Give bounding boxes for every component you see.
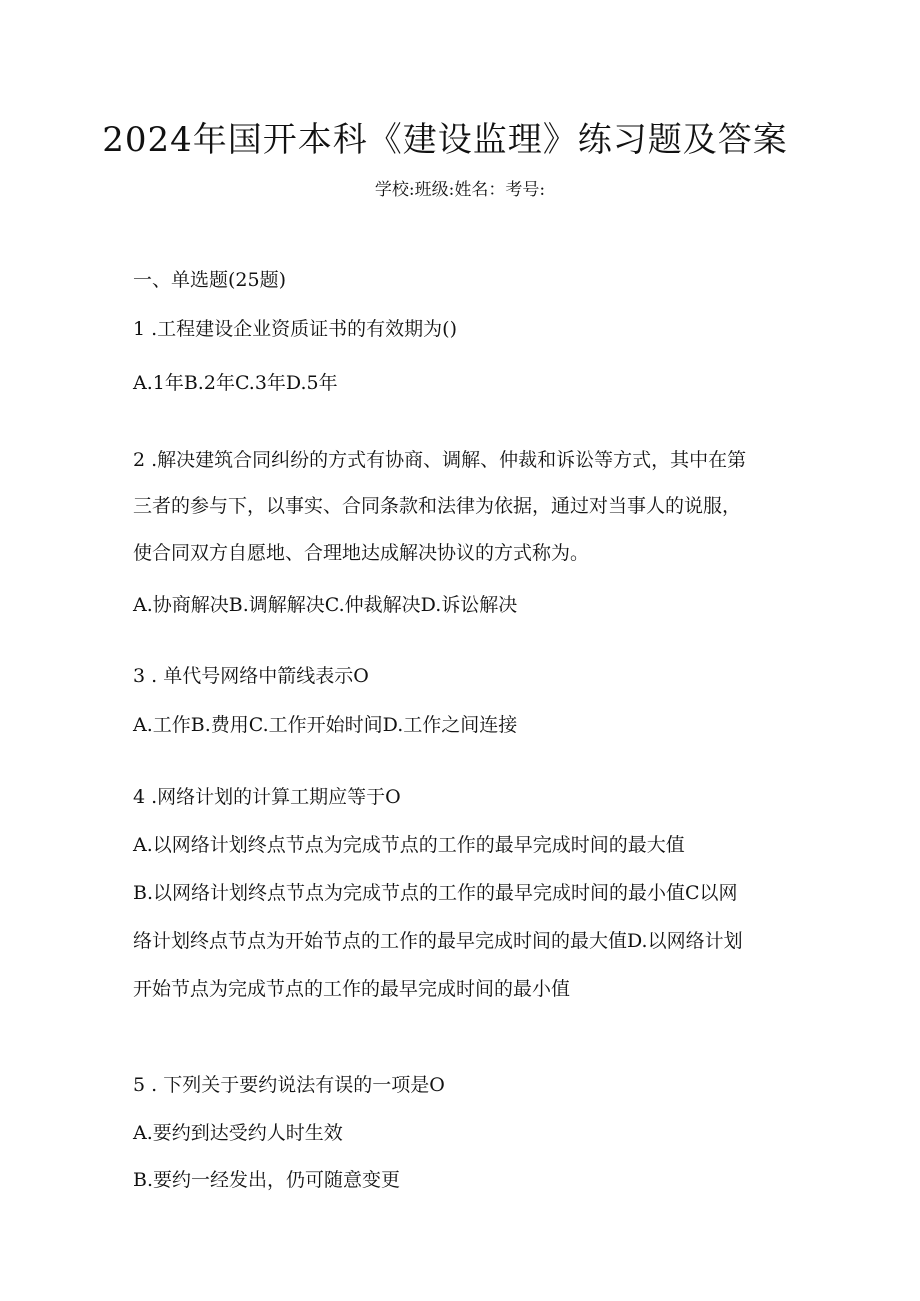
document-title: 2024年国开本科《建设监理》练习题及答案 xyxy=(102,120,788,160)
question-2-text-line-3: 使合同双方自愿地、合理地达成解决协议的方式称为。 xyxy=(133,542,590,564)
section-heading: 一、单选题(25题) xyxy=(133,269,287,291)
student-info-line: 学校:班级:姓名：考号: xyxy=(374,180,546,200)
question-3-options: A.工作B.费用C.工作开始时间D.工作之间连接 xyxy=(133,714,518,736)
question-4-text: 4 .网络计划的计算工期应等于O xyxy=(133,786,401,808)
question-1-text: 1 .工程建设企业资质证书的有效期为() xyxy=(133,318,457,340)
question-4-option-line-4: 开始节点为完成节点的工作的最早完成时间的最小值 xyxy=(133,978,571,1000)
question-4-option-line-2: B.以网络计划终点节点为完成节点的工作的最早完成时间的最小值C以网 xyxy=(133,882,738,904)
question-5-option-b: B.要约一经发出，仍可随意变更 xyxy=(133,1169,401,1191)
question-3-text: 3 . 单代号网络中箭线表示O xyxy=(133,665,369,687)
question-4-option-line-3: 络计划终点节点为开始节点的工作的最早完成时间的最大值D.以网络计划 xyxy=(133,930,743,952)
question-5-option-a: A.要约到达受约人时生效 xyxy=(133,1122,343,1144)
question-4-option-a: A.以网络计划终点节点为完成节点的工作的最早完成时间的最大值 xyxy=(133,834,685,856)
question-2-text-line-2: 三者的参与下，以事实、合同条款和法律为依据，通过对当事人的说服， xyxy=(133,495,742,517)
question-2-options: A.协商解决B.调解解决C.仲裁解决D.诉讼解决 xyxy=(133,594,518,616)
question-1-options: A.1年B.2年C.3年D.5年 xyxy=(133,372,338,394)
question-5-text: 5 . 下列关于要约说法有误的一项是O xyxy=(133,1074,445,1096)
question-2-text-line-1: 2 .解决建筑合同纠纷的方式有协商、调解、仲裁和诉讼等方式，其中在第 xyxy=(133,449,747,471)
